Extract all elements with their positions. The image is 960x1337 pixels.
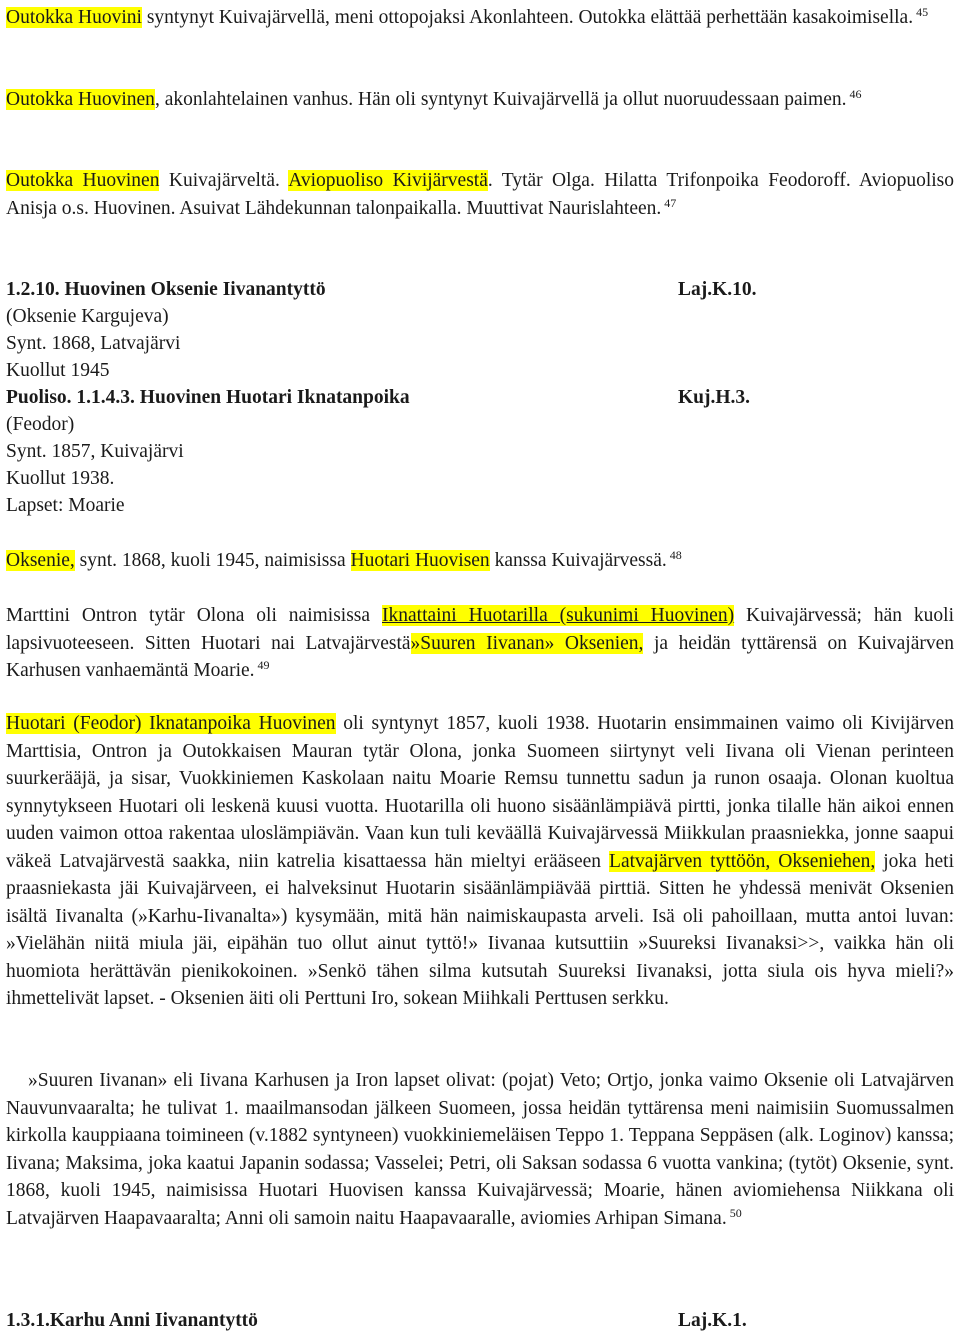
entry-alias: (Oksenie Kargujeva) bbox=[6, 306, 169, 327]
paragraph-text: syntynyt Kuivajärvellä, meni ottopojaksi Akonlahteen. Outokka elättää perhettään kasakoimisella. bbox=[141, 7, 914, 28]
footnote-ref: 47 bbox=[664, 195, 677, 210]
footnote-ref: 45 bbox=[916, 5, 929, 20]
footnote-ref: 46 bbox=[849, 87, 862, 102]
footnote-ref: 49 bbox=[257, 658, 270, 673]
paragraph-48 bbox=[6, 547, 954, 575]
paragraph-50 bbox=[6, 1067, 954, 1232]
entry-spouse: Puoliso. 1.1.4.3. Huovinen Huotari Iknatanpoika Kuj.H.3. bbox=[6, 384, 954, 411]
highlight-spouse: Iknattaini Huotarilla (sukunimi Huovinen) bbox=[382, 605, 735, 626]
spouse-reference: Kuj.H.3. bbox=[678, 387, 751, 408]
paragraph-text: Marttini Ontron tytär Olona oli naimisissa bbox=[6, 605, 382, 626]
paragraph-text: , akonlahtelainen vanhus. Hän oli syntynyt Kuivajärvellä ja ollut nuoruudessaan paimen. bbox=[154, 89, 847, 110]
highlight-name: Oksenie, bbox=[6, 550, 75, 571]
footnote-ref: 50 bbox=[729, 1205, 742, 1220]
paragraph-text: Kuivajärvessä; hän kuoli lapsivuoteeseen. Sitten Huotari nai Latvajärvestä bbox=[6, 605, 955, 654]
paragraph-45 bbox=[6, 4, 954, 32]
spouse-birth: Synt. 1857, Kuivajärvi bbox=[6, 441, 184, 462]
footnote-ref: 48 bbox=[669, 548, 682, 563]
highlight-spouse: Huotari Huovisen bbox=[350, 550, 490, 571]
paragraph-text: ja heidän tyttärensä on Kuivajärven Karhusen vanhaemäntä Moarie. bbox=[6, 632, 954, 681]
paragraph-text: oli syntynyt 1857, kuoli 1938. Huotarin ensimmainen vaimo oli Kivijärven Marttisia, Ontron ja Outokkaisen Mauran tytär Olona, jonka Suomeen siirtynyt veli Iivana oli Vienan perinteen suurkerääjä, ja sisar, Vuokkiniemen Kaskolaan naitu Moarie Remsu tunnettu sadun ja runon osaaja. Olonan kuoltua synnytykseen Huotari oli leskenä kuusi vuotta. Huotarilla oli huono sisäänlämpiävä pirtti, jonka tilalle hän aikoi ennen uuden vaimon ottoa rakentaa uloslämpiävän. Vaan kun tuli keväällä Kuivajärvessä Miikkulan praasniekka, jonne saapui väkeä Latvajärvestä saakka, niin katrelia kisattaessa hän mieltyi erääseen bbox=[6, 713, 955, 872]
paragraph-49 bbox=[6, 602, 954, 685]
highlight-name: Outokka Huovinen bbox=[6, 170, 160, 191]
highlight-name: Outokka Huovinen bbox=[6, 89, 155, 110]
paragraph-text: joka heti praasniekasta jäi Kuivajärveen, ei halveksinut Huotarin sisäänlämpiävää pirttiä. Sitten he yhdessä menivät Oksenien isältä Iivanalta (»Karhu-Iivanalta») kysymään, mitä hän naimiskaupasta arveli. Isä oli pahoillaan, mutta antoi luvan: »Vielähän niitä miula jäi, eipähän tuo ollut ainut tyttö!» Iivanaa kutsuttiin »Suureksi Iivanaksi>>, vaikka hän oli huomiota herättävän pienikokoinen. »Senkö tähen silma kutsutah Suureksi Iivanaksi, jotta siula ois hyva mieli?» ihmettelivät lapset. - Oksenien äiti oli Perttuni Iro, sokean Miihkali Perttusen serkku. bbox=[6, 850, 954, 1009]
paragraph-text: synt. 1868, kuoli 1945, naimisissa bbox=[74, 550, 351, 571]
entry-death: Kuollut 1945 bbox=[6, 360, 110, 381]
paragraph-text: »Suuren Iivanan» eli Iivana Karhusen ja Iron lapset olivat: (pojat) Veto; Ortjo, jonka vaimo Oksenie oli Latvajärven Nauvunvaaralta; he tulivat 1. maailmansodan jälkeen Suomeen, jossa heidän tyttärensa meni naimisiin Suomussalmen kirkolla kauppiaana toimineen (v.1882 syntyneen) vuokkiniemeläisen Teppo 1. Teppana Seppäsen (alk. Loginov) kanssa; Iivana; Maksima, joka kaatui Japanin sodassa; Vasselei; Petri, oli Saksan sodassa 6 vuotta vankina; (tytöt) Oksenie, synt. 1868, kuoli 1945, naimisissa Huotari Huovisen kanssa Kuivajärvessä; Moarie, hänen aviomiehensa Niikkana oli Latvajärven Haapavaaralta; Anni oli samoin naitu Haapavaaralle, aviomies Arhipan Simana. bbox=[6, 1070, 954, 1229]
paragraph-text: kanssa Kuivajärvessä. bbox=[489, 550, 667, 571]
highlight-spouse: Latvajärven tyttöön, Okseniehen, bbox=[609, 850, 876, 872]
entry-heading: 1.2.10. Huovinen Oksenie Iivanantyttö Laj.K.10. bbox=[6, 276, 954, 303]
next-entry-reference: Laj.K.1. bbox=[678, 1310, 747, 1331]
spouse-death: Kuollut 1938. bbox=[6, 468, 115, 489]
highlight-spouse: Aviopuoliso Kivijärvestä bbox=[288, 170, 488, 191]
paragraph-47 bbox=[6, 167, 954, 222]
highlight-name: »Suuren Iivanan» Oksenien, bbox=[410, 632, 644, 654]
entry-reference: Laj.K.10. bbox=[678, 279, 757, 300]
highlight-name: Outokka Huovini bbox=[6, 7, 142, 28]
entry-children: Lapset: Moarie bbox=[6, 495, 125, 516]
paragraph-text: . Tytär Olga. Hilatta Trifonpoika Feodoroff. Aviopuoliso Anisja o.s. Huovinen. Asuivat Lähdekunnan talonpaikalla. Muuttivat Naurislahteen. bbox=[6, 170, 955, 219]
entry-birth: Synt. 1868, Latvajärvi bbox=[6, 333, 181, 354]
next-entry-heading: 1.3.1.Karhu Anni Iivanantyttö Laj.K.1. bbox=[6, 1307, 954, 1334]
genealogy-entry bbox=[6, 276, 954, 519]
paragraph-huotari bbox=[6, 710, 954, 1013]
paragraph-46 bbox=[6, 86, 954, 114]
highlight-name: Huotari (Feodor) Iknatanpoika Huovinen bbox=[6, 713, 336, 734]
paragraph-text: Kuivajärveltä. bbox=[159, 170, 289, 191]
spouse-alias: (Feodor) bbox=[6, 414, 75, 435]
